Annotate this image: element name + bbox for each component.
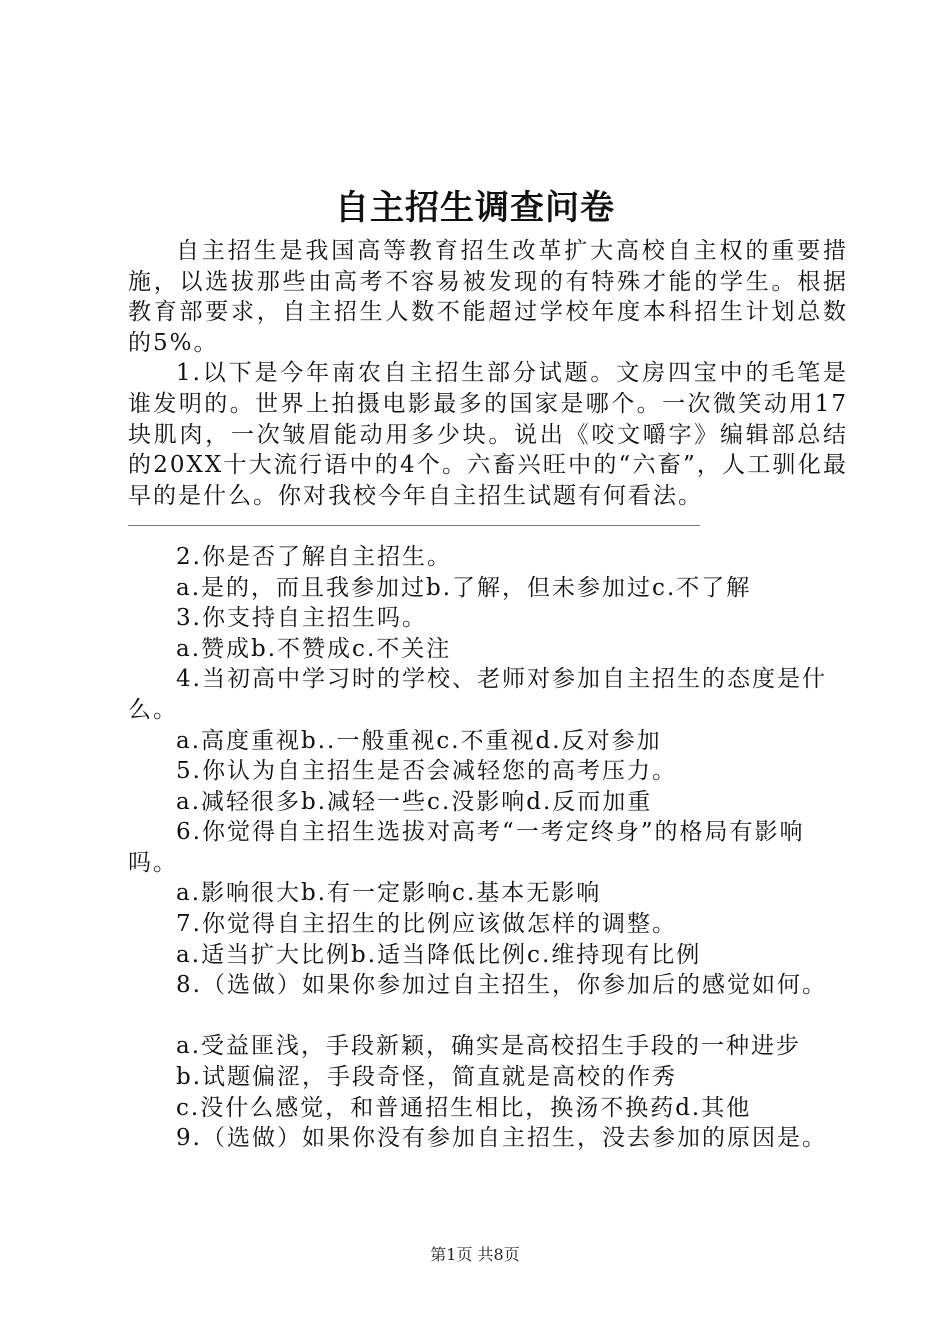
question-4-options: a.高度重视b..一般重视c.不重视d.反对参加: [176, 727, 662, 754]
question-7-options: a.适当扩大比例b.适当降低比例c.维持现有比例: [176, 941, 702, 968]
answer-line: [128, 511, 848, 542]
question-3-options: a.赞成b.不赞成c.不关注: [176, 635, 452, 662]
question-7: 7.你觉得自主招生的比例应该做怎样的调整。: [176, 911, 677, 938]
question-8: 8.（选做）如果你参加过自主招生，你参加后的感觉如何。: [176, 972, 827, 999]
question-1: 1.以下是今年南农自主招生部分试题。文房四宝中的毛笔是谁发明的。世界上拍摄电影最多的国家是哪个。一次微笑动用17块肌肉，一次皱眉能动用多少块。说出《咬文嚼字》编辑部总结的20XX十大流行语中的4个。六畜兴旺中的“六畜”，人工驯化最早的是什么。你对我校今年自主招生试题有何看法。: [128, 360, 848, 509]
question-2-options: a.是的，而且我参加过b.了解，但未参加过c.不了解: [176, 574, 752, 601]
question-9: 9.（选做）如果你没有参加自主招生，没去参加的原因是。: [176, 1125, 827, 1152]
question-8-option-a: a.受益匪浅，手段新颖，确实是高校招生手段的一种进步: [176, 1033, 802, 1060]
intro-paragraph: 自主招生是我国高等教育招生改革扩大高校自主权的重要措施，以选拔那些由高考不容易被发现的有特殊才能的学生。根据教育部要求，自主招生人数不能超过学校年度本科招生计划总数的5%。: [128, 238, 848, 356]
blank-line: [128, 1001, 848, 1032]
document-title: 自主招生调查问卷: [335, 188, 615, 228]
question-5-options: a.减轻很多b.减轻一些c.没影响d.反而加重: [176, 788, 653, 815]
question-5: 5.你认为自主招生是否会减轻您的高考压力。: [176, 758, 677, 785]
question-4: 4.当初高中学习时的学校、老师对参加自主招生的态度是什么。: [128, 666, 827, 723]
question-3: 3.你支持自主招生吗。: [176, 605, 427, 632]
question-6: 6.你觉得自主招生选拔对高考“一考定终身”的格局有影响吗。: [128, 819, 805, 876]
question-2: 2.你是否了解自主招生。: [176, 543, 452, 570]
document-body: [128, 236, 848, 1154]
page-footer: 第1页 共8页: [430, 1245, 520, 1264]
question-6-options: a.影响很大b.有一定影响c.基本无影响: [176, 880, 602, 907]
question-8-option-b: b.试题偏涩，手段奇怪，简直就是高校的作秀: [176, 1064, 678, 1091]
question-8-option-cd: c.没什么感觉，和普通招生相比，换汤不换药d.其他: [176, 1094, 752, 1121]
